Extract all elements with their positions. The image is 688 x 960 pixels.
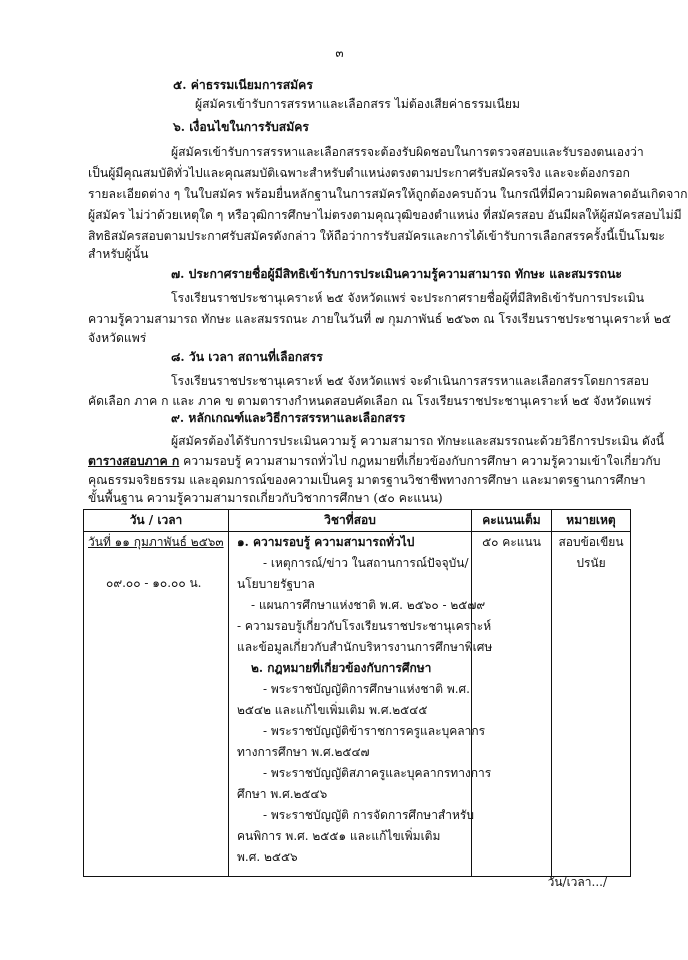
exam-schedule-label: ตารางสอบภาค ก [88,454,180,468]
section-6-body-line: เป็นผู้มีคุณสมบัติทั่วไปและคุณสมบัติเฉพาะสำหรับตำแหน่งตรงตามประกาศรับสมัครจริง และจะต้องกรอก [88,166,630,180]
full-score: ๕๐ คะแนน [482,535,541,549]
subject-line: ๒๕๔๒ และแก้ไขเพิ่มเติม พ.ศ.๒๕๔๕ [237,703,428,717]
page-number: ๓ [335,46,344,60]
section-6-body-line: ผู้สมัคร ไม่ว่าด้วยเหตุใด ๆ หรือวุฒิการศึกษาไม่ตรงตามคุณวุฒิของตำแหน่ง ที่สมัครสอบ อันมีผลให้ผู้สมัครสอบไม่มี [88,208,682,222]
subject-cell [229,532,493,877]
section-5-heading: ๕. ค่าธรรมเนียมการสมัคร [173,78,313,92]
section-6-body-line: สำหรับผู้นั้น [88,247,149,261]
table-row [84,532,631,877]
remark-line: ปรนัย [576,556,606,570]
section-9-body-line: ขั้นพื้นฐาน ความรู้ความสามารถเกี่ยวกับวิชาการศึกษา (๕๐ คะแนน) [88,491,443,505]
section-7-body-line: โรงเรียนราชประชานุเคราะห์ ๒๕ จังหวัดแพร่ จะประกาศรายชื่อผู้ที่มีสิทธิเข้ารับการประเมิน [171,291,645,305]
subject-line: - แผนการศึกษาแห่งชาติ พ.ศ. ๒๕๖๐ - ๒๕๗๙ [251,598,486,612]
section-7-body-line: จังหวัดแพร่ [88,331,147,345]
header-subject: วิชาที่สอบ [229,510,472,532]
table-header-row [84,510,631,532]
section-7-body-line: ความรู้ความสามารถ ทักษะ และสมรรถนะ ภายในวันที่ ๗ กุมภาพันธ์ ๒๕๖๓ ณ โรงเรียนราชประชานุเคราะห์ ๒๕ [88,312,672,326]
exam-schedule-table [83,509,631,877]
header-full-score: คะแนนเต็ม [472,510,552,532]
section-9-body-line: คุณธรรมจริยธรรม และอุดมการณ์ของความเป็นครู มาตรฐานวิชาชีพทางการศึกษา และมาตรฐานการศึกษา [88,473,646,487]
section-9-body-text: ความรอบรู้ ความสามารถทั่วไป กฎหมายที่เกี่ยวข้องกับการศึกษา ความรู้ความเข้าใจเกี่ยวกับ [179,454,661,468]
section-9-heading: ๙. หลักเกณฑ์และวิธีการสรรหาและเลือกสรร [171,411,406,425]
subject-line: คนพิการ พ.ศ. ๒๕๕๑ และแก้ไขเพิ่มเติม [237,829,441,843]
subject-line: - พระราชบัญญัติสภาครูและบุคลากรทางการ [263,766,492,780]
section-8-body-line: คัดเลือก ภาค ก และ ภาค ข ตามตารางกำหนดสอบคัดเลือก ณ โรงเรียนราชประชานุเคราะห์ ๒๕ จังหวัดแพร่ [88,394,652,408]
subject-line: และข้อมูลเกี่ยวกับสำนักบริหารงานการศึกษาพิเศษ [237,640,493,654]
remark-cell [552,532,631,877]
exam-date: วันที่ ๑๑ กุมภาพันธ์ ๒๕๖๓ [88,535,224,549]
section-9-body-line: ผู้สมัครต้องได้รับการประเมินความรู้ ความสามารถ ทักษะและสมรรถนะด้วยวิธีการประเมิน ดังนี้ [171,434,665,448]
header-remark: หมายเหตุ [552,510,631,532]
section-6-body-line: รายละเอียดต่าง ๆ ในใบสมัคร พร้อมยื่นหลักฐานในการสมัครให้ถูกต้องครบถ้วน ในกรณีที่มีความผิดพลาดอันเกิดจาก [88,187,688,201]
subject-line: - ความรอบรู้เกี่ยวกับโรงเรียนราชประชานุเคราะห์ [237,619,492,633]
date-time-cell [84,532,229,877]
section-6-body-line: ผู้สมัครเข้ารับการสรรหาและเลือกสรรจะต้องรับผิดชอบในการตรวจสอบและรับรองตนเองว่า [171,145,644,159]
subject-line: ศึกษา พ.ศ.๒๕๔๖ [237,787,328,801]
section-6-heading: ๖. เงื่อนไขในการรับสมัคร [173,120,309,134]
subject-line: - พระราชบัญญัติ การจัดการศึกษาสำหรับ [263,808,474,822]
full-score-cell [472,532,552,877]
subject-line: - พระราชบัญญัติข้าราชการครูและบุคลากร [263,724,486,738]
header-date-time: วัน / เวลา [84,510,229,532]
section-7-heading: ๗. ประกาศรายชื่อผู้มีสิทธิเข้ารับการประเมินความรู้ความสามารถ ทักษะ และสมรรถนะ [171,267,622,281]
exam-time: ๐๙.๐๐ - ๑๐.๐๐ น. [106,576,202,590]
remark-line: สอบข้อเขียน [558,535,624,549]
subject-heading: ๑. ความรอบรู้ ความสามารถทั่วไป [237,535,415,549]
subject-line: - เหตุการณ์/ข่าว ในสถานการณ์ปัจจุบัน/ [263,556,469,570]
section-6-body-line: สิทธิสมัครสอบตามประกาศรับสมัครดังกล่าว ให้ถือว่าการรับสมัครและการได้เข้ารับการเลือกสรรครั้งนี้เป็นโมฆะ [88,229,665,243]
subject-line: ทางการศึกษา พ.ศ.๒๕๔๗ [237,745,370,759]
section-8-heading: ๘. วัน เวลา สถานที่เลือกสรร [171,350,323,364]
continued-marker: วัน/เวลา.../ [547,875,607,889]
section-8-body-line: โรงเรียนราชประชานุเคราะห์ ๒๕ จังหวัดแพร่ จะดำเนินการสรรหาและเลือกสรรโดยการสอบ [171,374,649,388]
subject-line: - พระราชบัญญัติการศึกษาแห่งชาติ พ.ศ. [263,682,470,696]
subject-line: พ.ศ. ๒๕๕๖ [237,850,298,864]
subject-heading: ๒. กฎหมายที่เกี่ยวข้องกับการศึกษา [251,661,432,675]
section-5-body-line: ผู้สมัครเข้ารับการสรรหาและเลือกสรร ไม่ต้องเสียค่าธรรมเนียม [195,97,521,111]
section-9-body-line [88,453,661,469]
subject-line: นโยบายรัฐบาล [237,577,315,591]
